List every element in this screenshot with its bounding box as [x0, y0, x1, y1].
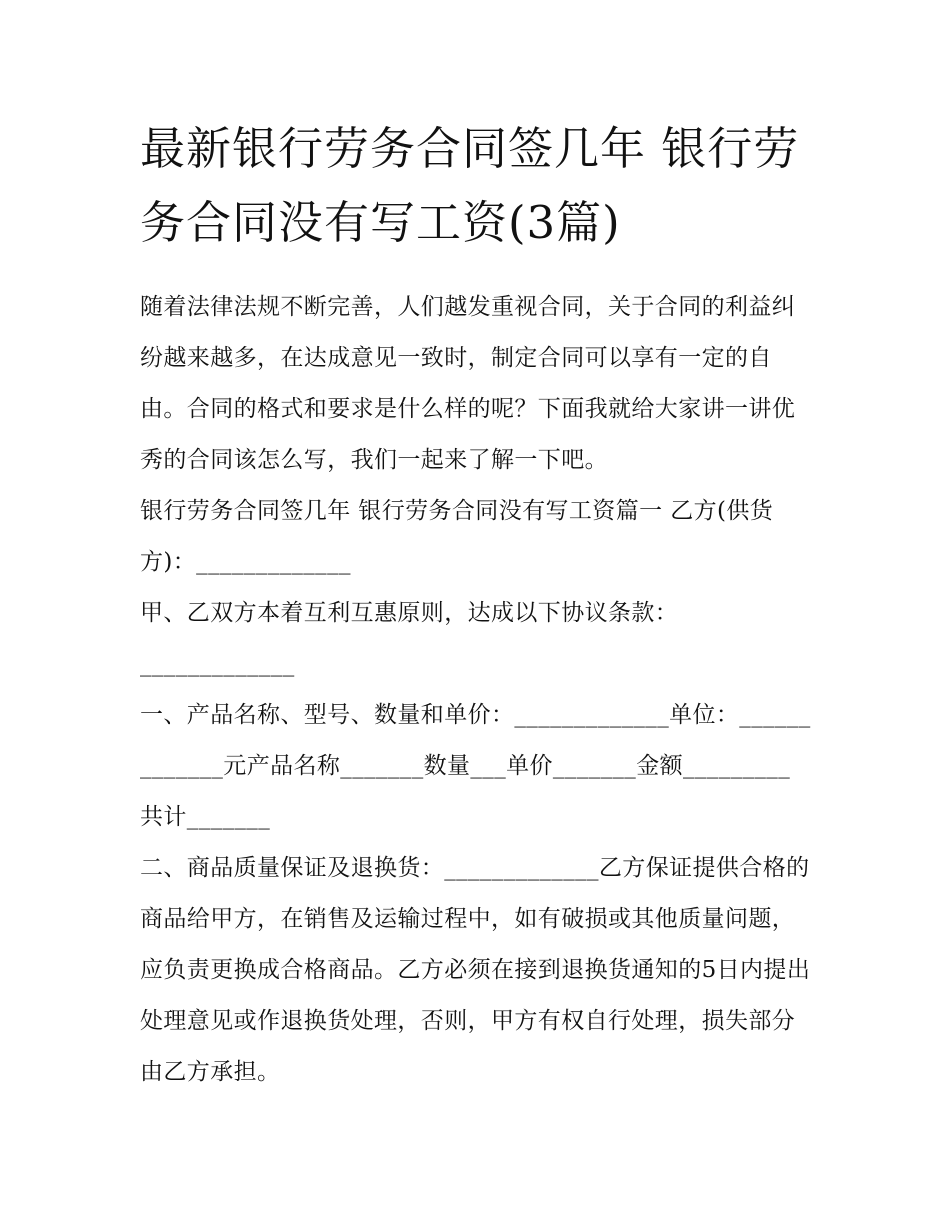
clause-two-paragraph: 二、商品质量保证及退换货：_____________乙方保证提供合格的商品给甲方，在销售及运输过程中，如有破损或其他质量问题，应负责更换成合格商品。乙方必须在接到退换货通知的5日内提出处理意见或作退换货处理，否则，甲方有权自行处理，损失部分由乙方承担。 — [140, 855, 811, 1085]
blank-fill-line: _____________ — [140, 651, 295, 677]
section-heading-paragraph: 银行劳务合同签几年 银行劳务合同没有写工资篇一 乙方(供货方)：_____________ — [140, 498, 774, 575]
clause-one-paragraph: 一、产品名称、型号、数量和单价：_____________单位：_____________元产品名称_______数量___单价_______金额_________共计_______ — [140, 702, 811, 830]
intro-paragraph: 随着法律法规不断完善，人们越发重视合同，关于合同的利益纠纷越来越多，在达成意见一致时，制定合同可以享有一定的自由。合同的格式和要求是什么样的呢？下面我就给大家讲一讲优秀的合同该怎么写，我们一起来了解一下吧。 — [140, 294, 796, 473]
agreement-paragraph: 甲、乙双方本着互利互惠原则，达成以下协议条款： — [140, 600, 679, 626]
document-title: 最新银行劳务合同签几年 银行劳务合同没有写工资(3篇) — [140, 122, 800, 249]
document-page — [140, 112, 812, 1098]
